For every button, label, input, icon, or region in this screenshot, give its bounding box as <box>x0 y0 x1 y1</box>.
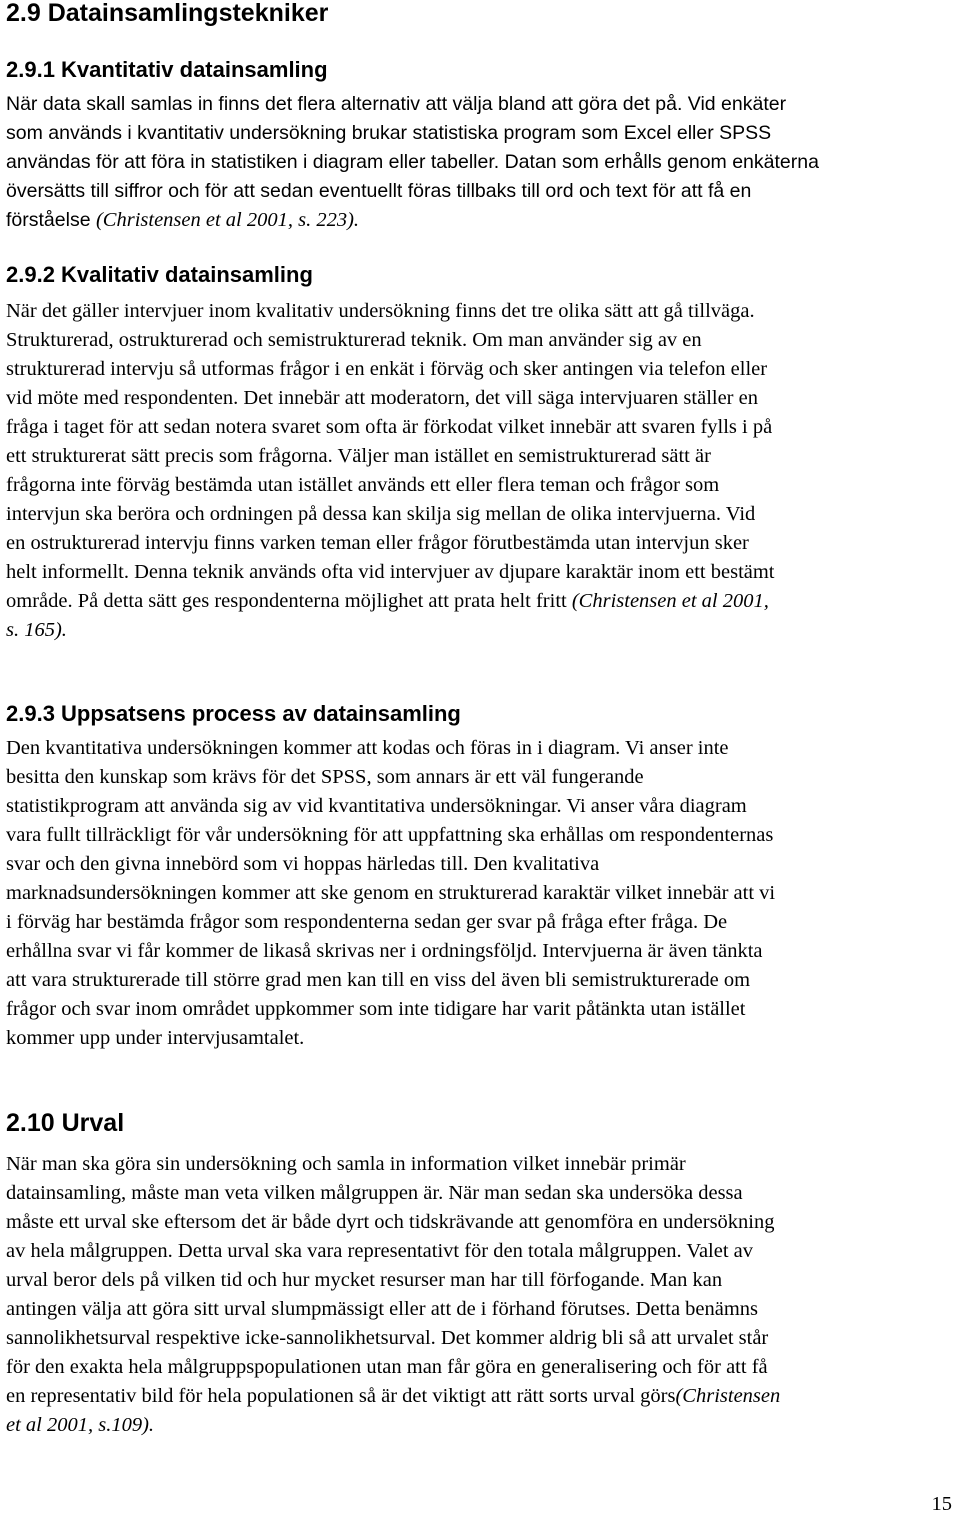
text-line: översätts till siffror och för att sedan eventuellt föras tillbaks till ord och text för att få en <box>6 180 752 202</box>
text-line: i förväg har bestämda frågor som respondenterna sedan ger svar på fråga efter fråga. De <box>6 911 728 933</box>
paragraph-kvantitativ <box>6 90 960 235</box>
text-line: När data skall samlas in finns det flera alternativ att välja bland att göra det på. Vid enkäter <box>6 93 787 115</box>
text-line: svar och den givna innebörd som vi hoppas härledas till. Den kvalitativa <box>6 853 600 875</box>
text-line: ett strukturerat sätt precis som frågorna. Väljer man istället en semistrukturerad sätt är <box>6 445 711 467</box>
citation: s. 165). <box>6 619 67 641</box>
text-line: användas för att föra in statistiken i diagram eller tabeller. Datan som erhålls genom enkäterna <box>6 151 819 173</box>
text-line: Den kvantitativa undersökningen kommer att kodas och föras in i diagram. Vi anser inte <box>6 737 729 759</box>
text-line <box>6 587 960 616</box>
text-line: När det gäller intervjuer inom kvalitativ undersökning finns det tre olika sätt att gå tillväga. <box>6 300 755 322</box>
citation: et al 2001, s.109). <box>6 1414 155 1436</box>
text-line: statistikprogram att använda sig av vid kvantitativa undersökningar. Vi anser våra diagram <box>6 795 747 817</box>
text-fragment: förståelse <box>6 209 96 231</box>
citation: (Christensen et al 2001, s. 223). <box>95 209 360 231</box>
text-line: strukturerad intervju så utformas frågor i en enkät i förväg och sker antingen via telefon eller <box>6 358 768 380</box>
page-number: 15 <box>931 1493 952 1515</box>
text-line: frågorna inte förväg bestämda utan istället används ett eller flera teman och frågor som <box>6 474 720 496</box>
text-line: datainsamling, måste man veta vilken målgruppen är. När man sedan ska undersöka dessa <box>6 1182 743 1204</box>
section-heading-2-9: 2.9 Datainsamlingstekniker <box>6 0 329 27</box>
text-line: marknadsundersökningen kommer att ske genom en strukturerad karaktär vilket innebär att vi <box>6 882 776 904</box>
paragraph-uppsatsens-process <box>6 734 960 1053</box>
paragraph-kvalitativ <box>6 297 960 645</box>
text-line: en ostrukturerad intervju finns varken teman eller frågor förutbestämda utan intervjun sker <box>6 532 749 554</box>
text-line: Strukturerad, ostrukturerad och semistrukturerad teknik. Om man använder sig av en <box>6 329 702 351</box>
text-line: helt informellt. Denna teknik används ofta vid intervjuer av djupare karaktär inom ett bestämt <box>6 561 775 583</box>
text-fragment: en representativ bild för hela populationen så är det viktigt att rätt sorts urval görs <box>6 1385 676 1407</box>
text-line: urval beror dels på vilken tid och hur mycket resurser man har till förfogande. Man kan <box>6 1269 723 1291</box>
text-fragment: område. På detta sätt ges respondenterna möjlighet att prata helt fritt <box>6 590 572 612</box>
section-heading-2-10: 2.10 Urval <box>6 1109 125 1137</box>
text-line <box>6 206 960 235</box>
text-line: kommer upp under intervjusamtalet. <box>6 1027 305 1049</box>
section-heading-2-9-1: 2.9.1 Kvantitativ datainsamling <box>6 57 328 82</box>
text-line: som används i kvantitativ undersökning brukar statistiska program som Excel eller SPSS <box>6 122 772 144</box>
text-line: måste ett urval ske eftersom det är både dyrt och tidskrävande att genomföra en undersökning <box>6 1211 775 1233</box>
text-line: av hela målgruppen. Detta urval ska vara representativt för den totala målgruppen. Valet av <box>6 1240 754 1262</box>
text-line: När man ska göra sin undersökning och samla in information vilket innebär primär <box>6 1153 686 1175</box>
text-line: erhållna svar vi får kommer de likaså skrivas ner i ordningsföljd. Intervjuerna är även tänkta <box>6 940 763 962</box>
text-line <box>6 1382 960 1411</box>
text-line: antingen välja att göra sitt urval slumpmässigt eller att de i förhand förutses. Detta benämns <box>6 1298 759 1320</box>
section-heading-2-9-3: 2.9.3 Uppsatsens process av datainsamling <box>6 701 461 726</box>
text-line: vara fullt tillräckligt för vår undersökning för att uppfattning ska erhållas om respondenternas <box>6 824 774 846</box>
text-line: frågor och svar inom området uppkommer som inte tidigare har varit påtänkta utan istället <box>6 998 746 1020</box>
text-line: att vara strukturerade till större grad men kan till en viss del även bli semistrukturerade om <box>6 969 751 991</box>
text-line: intervjun ska beröra och ordningen på dessa kan skilja sig mellan de olika intervjuerna. Vid <box>6 503 756 525</box>
citation: (Christensen <box>675 1385 781 1407</box>
citation: (Christensen et al 2001, <box>571 590 769 612</box>
text-line: sannolikhetsurval respektive icke-sannolikhetsurval. Det kommer aldrig bli så att urvalet står <box>6 1327 769 1349</box>
text-line: fråga i taget för att sedan notera svaret som ofta är förkodat vilket innebär att svaren fylls i på <box>6 416 773 438</box>
paragraph-urval <box>6 1150 960 1440</box>
section-heading-2-9-2: 2.9.2 Kvalitativ datainsamling <box>6 262 313 287</box>
text-line: för den exakta hela målgruppspopulationen utan man får göra en generalisering och för att få <box>6 1356 768 1378</box>
text-line: vid möte med respondenten. Det innebär att moderatorn, det vill säga intervjuaren ställer en <box>6 387 758 409</box>
text-line: besitta den kunskap som krävs för det SPSS, som annars är ett väl fungerande <box>6 766 644 788</box>
